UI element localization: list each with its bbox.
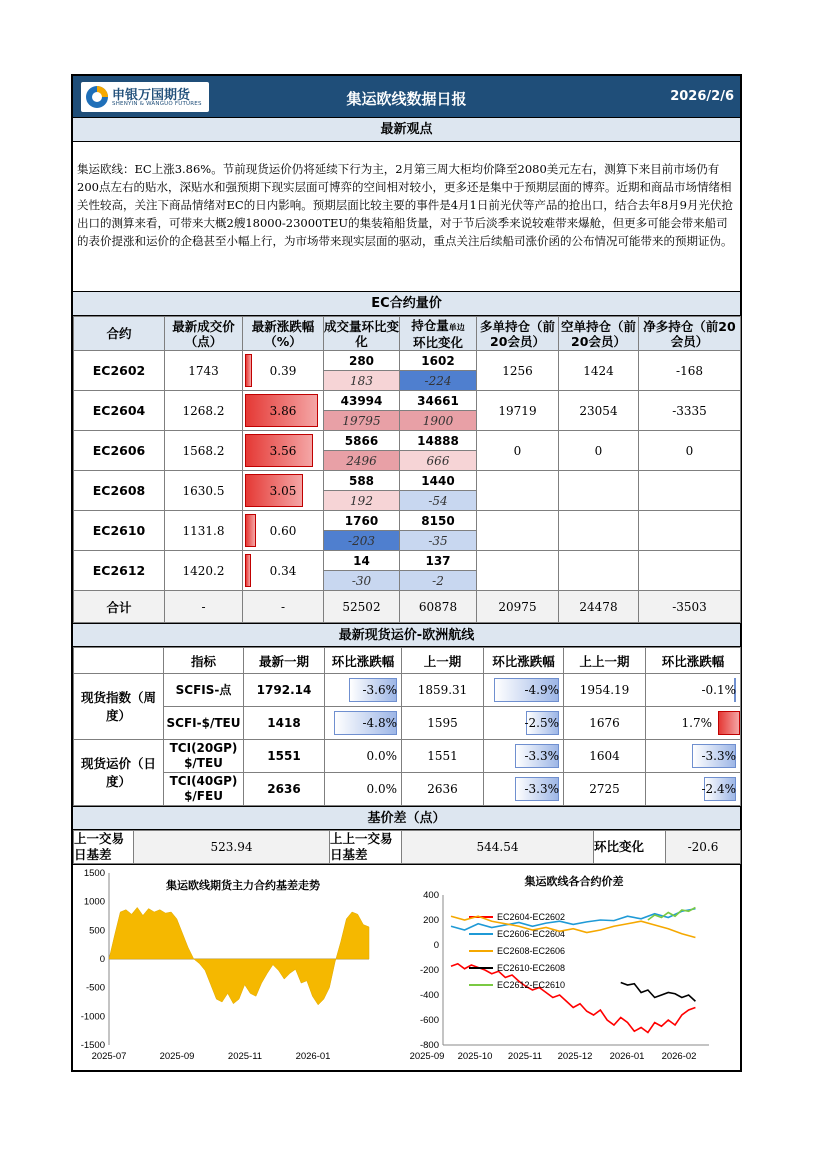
spot-prev: 1595 [402, 707, 484, 740]
short-position [559, 471, 639, 511]
report-page [71, 74, 742, 1072]
basis-table [73, 830, 741, 864]
chart1-x-tick: 2026-01 [295, 1051, 331, 1062]
chg-bar-cell [243, 551, 324, 591]
spot-indicator: SCFI-$/TEU [164, 707, 244, 740]
contract-code: EC2604 [74, 391, 165, 431]
spot-latest: 1551 [244, 740, 325, 773]
chg-bar-cell [243, 471, 324, 511]
spot-table [73, 647, 741, 806]
spot-prev: 1551 [402, 740, 484, 773]
spot-col-ind: 指标 [164, 648, 244, 674]
oi-change: -54 [400, 491, 477, 511]
charts-area [73, 864, 740, 1070]
net-position [639, 511, 741, 551]
short-position: 23054 [559, 391, 639, 431]
basis-label-chg: 环比变化 [594, 831, 666, 864]
chg-bar-cell [243, 431, 324, 471]
basis-value-prev2: 544.54 [402, 831, 594, 864]
net-position [639, 471, 741, 511]
long-position: 0 [477, 431, 559, 471]
spot-prev: 2636 [402, 773, 484, 806]
net-position: -3335 [639, 391, 741, 431]
oi-change: -35 [400, 531, 477, 551]
legend-label: EC2610-EC2608 [497, 963, 566, 973]
open-interest: 137 [400, 551, 477, 571]
chart1-title: 集运欧线期货主力合约基差走势 [166, 879, 320, 892]
report-title: 集运欧线数据日报 [346, 90, 467, 108]
chart1-y-tick: 500 [89, 925, 105, 937]
pct-change-cell [646, 740, 741, 773]
pct-change-value: -3.6% [362, 683, 397, 697]
long-position [477, 471, 559, 511]
title-bar [73, 76, 740, 118]
chart1-y-tick: 1000 [83, 896, 105, 908]
chart1-y-tick: 1500 [83, 868, 105, 879]
volume-change: 192 [324, 491, 400, 511]
oi-change: -2 [400, 571, 477, 591]
total-oi: 60878 [400, 591, 477, 623]
chart2-title: 集运欧线各合约价差 [524, 875, 624, 888]
pct-change-cell [484, 773, 564, 806]
pct-change-value: -4.9% [524, 683, 559, 697]
total-long: 20975 [477, 591, 559, 623]
spot-col-chg2: 环比涨跌幅 [484, 648, 564, 674]
long-position: 1256 [477, 351, 559, 391]
total-last: - [165, 591, 243, 623]
spot-prev2: 1676 [564, 707, 646, 740]
ec-row-ec2610 [74, 511, 741, 531]
pct-change-cell [484, 674, 564, 707]
col-oi-unit: 单边 [448, 322, 465, 332]
pct-change-value: -3.3% [701, 749, 736, 763]
pct-change-cell [325, 773, 402, 806]
ec-row-ec2602 [74, 351, 741, 371]
basis-label-prev: 上一交易日基差 [74, 831, 134, 864]
report-date: 2026/2/6 [670, 89, 734, 104]
col-long: 多单持仓（前20会员） [477, 317, 559, 351]
spot-indicator: TCI(20GP) $/TEU [164, 740, 244, 773]
open-interest: 34661 [400, 391, 477, 411]
chart2-y-tick: 0 [433, 940, 439, 951]
volume-change: 2496 [324, 451, 400, 471]
pct-change-cell [646, 707, 741, 740]
chart1-y-tick: -500 [85, 982, 105, 994]
chg-value: 3.05 [269, 483, 297, 498]
spot-row [74, 740, 741, 773]
oi-change: 1900 [400, 411, 477, 431]
contract-code: EC2606 [74, 431, 165, 471]
chart2-x-tick: 2025-09 [409, 1051, 445, 1062]
contract-code: EC2608 [74, 471, 165, 511]
col-oi-chg: 环比变化 [412, 334, 463, 350]
chart2-y-tick: -600 [419, 1015, 439, 1026]
col-last: 最新成交价（点） [165, 317, 243, 351]
spot-latest: 1792.14 [244, 674, 325, 707]
chg-bar [245, 354, 252, 387]
chart2-y-tick: 400 [423, 890, 439, 901]
ec-row-ec2604 [74, 391, 741, 411]
series-line-0 [451, 964, 695, 1033]
spot-latest: 2636 [244, 773, 325, 806]
ec-heading: EC合约量价 [73, 292, 740, 316]
logo-text-cn: 申银万国期货 [112, 88, 191, 103]
chart2-x-tick: 2026-02 [661, 1051, 697, 1062]
pct-change-value: -2.4% [701, 782, 736, 796]
chart2-x-tick: 2026-01 [609, 1051, 645, 1062]
spot-header-row [74, 648, 741, 674]
last-price: 1268.2 [165, 391, 243, 431]
col-vol: 成交量环比变化 [324, 318, 400, 349]
volume: 5866 [324, 431, 400, 451]
basis-row [74, 831, 741, 864]
net-position: 0 [639, 431, 741, 471]
total-short: 24478 [559, 591, 639, 623]
spot-row [74, 674, 741, 707]
chg-bar-cell [243, 391, 324, 431]
spot-indicator: SCFIS-点 [164, 674, 244, 707]
spot-prev2: 1604 [564, 740, 646, 773]
pct-change-cell [325, 707, 402, 740]
chart1-y-tick: 0 [99, 954, 105, 965]
chart1-x-tick: 2025-07 [91, 1051, 127, 1062]
spot-row [74, 773, 741, 806]
pct-change-cell [325, 740, 402, 773]
last-price: 1568.2 [165, 431, 243, 471]
pct-change-value: -3.3% [524, 782, 559, 796]
short-position: 1424 [559, 351, 639, 391]
col-chg: 最新涨跌幅（%） [243, 317, 324, 351]
pos-change-bar [718, 711, 740, 735]
oi-change: 666 [400, 451, 477, 471]
pct-change-value: -3.3% [524, 749, 559, 763]
logo-text-en: SHENYIN & WANGUO FUTURES [112, 101, 202, 107]
spot-prev2: 1954.19 [564, 674, 646, 707]
ec-row-ec2612 [74, 551, 741, 571]
chg-value: 3.86 [269, 403, 297, 418]
total-label: 合计 [74, 591, 165, 623]
last-price: 1420.2 [165, 551, 243, 591]
chg-value: 0.34 [269, 563, 297, 578]
spot-corner [74, 648, 164, 674]
long-position [477, 551, 559, 591]
pct-change-value: -4.8% [362, 716, 397, 730]
chg-bar [245, 554, 251, 587]
spot-group-daily: 现货运价（日度） [74, 740, 164, 806]
chart2-y-tick: -200 [419, 965, 439, 976]
chart1-x-tick: 2025-11 [227, 1051, 263, 1062]
spot-indicator: TCI(40GP) $/FEU [164, 773, 244, 806]
view-text: 集运欧线：EC上涨3.86%。节前现货运价仍将延续下行为主，2月第三周大柜均价降至2080美元左右，测算下来目前市场仍有200点左右的贴水，深贴水和强预期下现实层面可博弈的空间相对较小，更多还是集中于预期层面的博弈。近期和商品市场情绪相关性较高，关注下商品情绪对EC的日内影响。预期层面比较主要的事件是4月1日前光伏等产品的抢出口，结合去年8月9月光伏抢出口的测算来看，可带来大概2艘18000-23000TEU的集装箱船货量，对于节后淡季来说较难带来爆舱，但更多可能会带来船司的表价提涨和运价的企稳甚至小幅上行，为市场带来现实层面的驱动，重点关注后续船司涨价函的公布情况可能带来的预期证伪。 [73, 142, 740, 292]
volume-change: -203 [324, 531, 400, 551]
spot-col-latest: 最新一期 [244, 648, 325, 674]
total-chg: - [243, 591, 324, 623]
open-interest: 8150 [400, 511, 477, 531]
open-interest: 1602 [400, 351, 477, 371]
volume-change: -30 [324, 571, 400, 591]
pct-change-value: -0.1% [701, 683, 736, 697]
long-position: 19719 [477, 391, 559, 431]
pct-change-cell [325, 674, 402, 707]
net-position: -168 [639, 351, 741, 391]
col-oi [400, 317, 477, 351]
chg-bar-cell [243, 351, 324, 391]
chart2-x-tick: 2025-11 [507, 1051, 543, 1062]
basis-trend-chart [73, 865, 403, 1071]
basis-heading: 基价差（点） [73, 806, 740, 830]
oi-change: -224 [400, 371, 477, 391]
ec-row-ec2608 [74, 471, 741, 491]
spot-group-weekly: 现货指数（周度） [74, 674, 164, 740]
col-short: 空单持仓（前20会员） [559, 317, 639, 351]
last-price: 1630.5 [165, 471, 243, 511]
col-contract: 合约 [74, 317, 165, 351]
basis-label-prev2: 上上一交易日基差 [330, 831, 402, 864]
last-price: 1131.8 [165, 511, 243, 551]
spot-col-chg3: 环比涨跌幅 [646, 648, 741, 674]
chart1-x-tick: 2025-09 [159, 1051, 195, 1062]
volume: 14 [324, 551, 400, 571]
spot-col-chg1: 环比涨跌幅 [325, 648, 402, 674]
chart2-y-tick: -800 [419, 1040, 439, 1051]
open-interest: 14888 [400, 431, 477, 451]
series-line-3 [621, 983, 696, 1002]
volume: 43994 [324, 391, 400, 411]
contract-code: EC2610 [74, 511, 165, 551]
pct-change-value: 1.7% [681, 716, 712, 730]
spot-latest: 1418 [244, 707, 325, 740]
contract-code: EC2602 [74, 351, 165, 391]
volume: 588 [324, 471, 400, 491]
spot-prev: 1859.31 [402, 674, 484, 707]
net-position [639, 551, 741, 591]
spread-chart [409, 865, 739, 1071]
volume: 280 [324, 351, 400, 371]
pct-change-value: 0.0% [366, 782, 397, 796]
spot-heading: 最新现货运价-欧洲航线 [73, 623, 740, 647]
basis-area [109, 907, 369, 1004]
pct-change-cell [484, 707, 564, 740]
pct-change-cell [484, 740, 564, 773]
basis-value-chg: -20.6 [666, 831, 741, 864]
view-heading: 最新观点 [73, 118, 740, 142]
short-position [559, 511, 639, 551]
chart2-y-tick: 200 [423, 915, 439, 926]
volume: 1760 [324, 511, 400, 531]
short-position [559, 551, 639, 591]
spot-col-prev: 上一期 [402, 648, 484, 674]
chg-value: 0.39 [269, 363, 297, 378]
contract-code: EC2612 [74, 551, 165, 591]
ec-table [73, 316, 741, 623]
chart2-y-tick: -400 [419, 990, 439, 1001]
col-net: 净多持仓（前20会员） [639, 317, 741, 351]
legend-label: EC2604-EC2602 [497, 912, 566, 922]
chg-bar [245, 514, 256, 547]
spot-col-prev2: 上上一期 [564, 648, 646, 674]
chart1-y-tick: -1500 [80, 1040, 105, 1051]
col-oi-label: 持仓量 [411, 317, 449, 333]
chart1-y-tick: -1000 [80, 1011, 105, 1023]
long-position [477, 511, 559, 551]
ec-row-ec2606 [74, 431, 741, 451]
chart2-x-tick: 2025-12 [557, 1051, 593, 1062]
last-price: 1743 [165, 351, 243, 391]
basis-value-prev: 523.94 [134, 831, 330, 864]
chart2-x-tick: 2025-10 [457, 1051, 493, 1062]
spot-prev2: 2725 [564, 773, 646, 806]
chg-bar-cell [243, 511, 324, 551]
pct-change-cell [646, 773, 741, 806]
pct-change-value: 0.0% [366, 749, 397, 763]
legend-label: EC2606-EC2604 [497, 929, 566, 939]
legend-label: EC2608-EC2606 [497, 946, 566, 956]
chg-value: 0.60 [269, 523, 297, 538]
pct-change-value: -2.5% [524, 716, 559, 730]
total-net: -3503 [639, 591, 741, 623]
spot-row [74, 707, 741, 740]
legend-label: EC2612-EC2610 [497, 980, 566, 990]
total-vol: 52502 [324, 591, 400, 623]
ec-header-row [74, 317, 741, 351]
volume-change: 183 [324, 371, 400, 391]
short-position: 0 [559, 431, 639, 471]
ec-total-row [74, 591, 741, 623]
volume-change: 19795 [324, 411, 400, 431]
chg-value: 3.56 [269, 443, 297, 458]
pct-change-cell [646, 674, 741, 707]
open-interest: 1440 [400, 471, 477, 491]
